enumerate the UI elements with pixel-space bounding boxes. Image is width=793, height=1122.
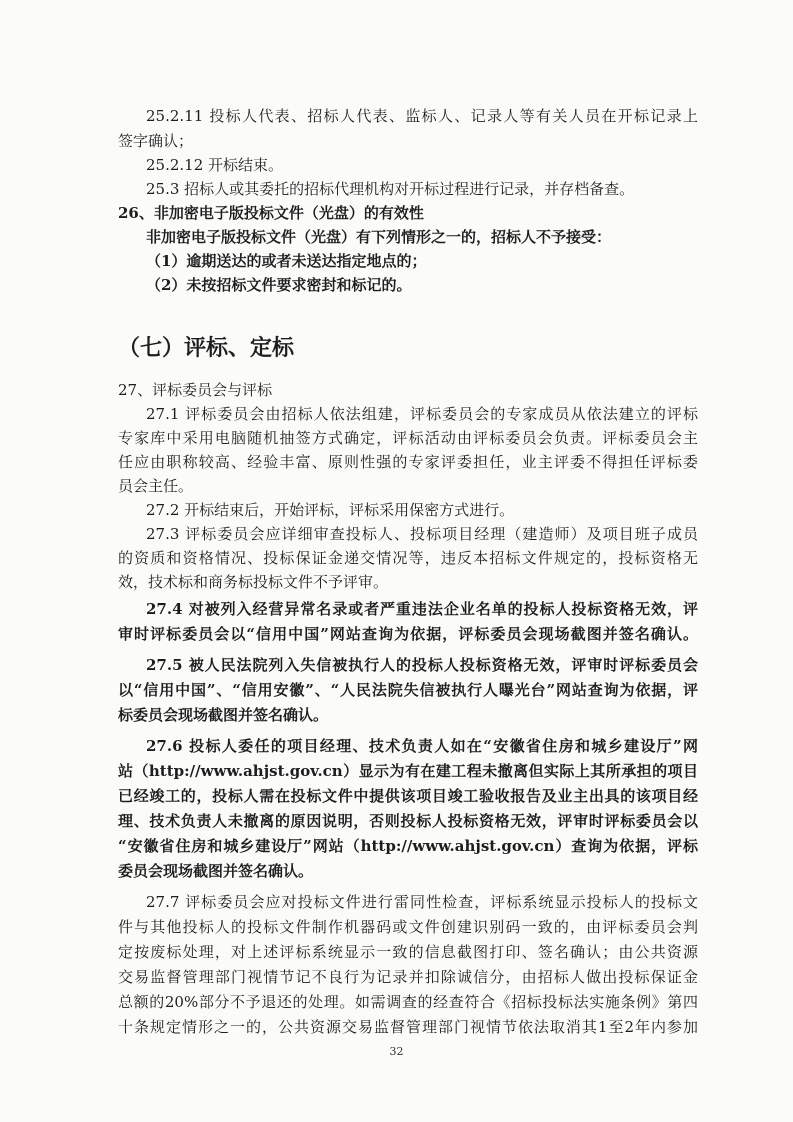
page-number: 32	[389, 1045, 404, 1058]
text-line: 27.1 评标委员会由招标人依法组建，评标委员会的专家成员从依法建立的评标	[146, 405, 698, 423]
text-line: （2）未按招标文件要求密封和标记的。	[146, 276, 412, 294]
text-line: 27.4 对被列入经营异常名录或者严重违法企业名单的投标人投标资格无效，评	[146, 600, 698, 618]
text-line: 专家库中采用电脑随机抽签方式确定，评标活动由评标委员会负责。评标委员会主	[118, 429, 698, 447]
text-line: 27.2 开标结束后，开始评标，评标采用保密方式进行。	[146, 501, 515, 519]
section-heading: （七）评标、定标	[118, 335, 295, 361]
text-line: 站（http://www.ahjst.gov.cn）显示为有在建工程未撤离但实际上其所承担的项目	[118, 762, 698, 780]
text-line: 任应由职称较高、经验丰富、原则性强的专家评委担任，业主评委不得担任评标委	[118, 453, 698, 471]
text-line: 已经竣工的，投标人需在投标文件中提供该项目竣工验收报告及业主出具的该项目经	[118, 787, 698, 805]
text-line: “安徽省住房和城乡建设厅”网站（http://www.ahjst.gov.cn）查询为依据，评标	[118, 837, 698, 855]
text-line: 27.7 评标委员会应对投标文件进行雷同性检查，评标系统显示投标人的投标文	[146, 893, 698, 911]
text-line: 的资质和资格情况、投标保证金递交情况等，违反本招标文件规定的，投标资格无	[118, 549, 698, 567]
text-line: 十条规定情形之一的，公共资源交易监督管理部门视情节依法取消其1至2年内参加	[118, 1018, 698, 1036]
text-line: 27.6 投标人委任的项目经理、技术负责人如在“安徽省住房和城乡建设厅”网	[146, 737, 698, 755]
text-line: 委员会现场截图并签名确认。	[118, 862, 314, 880]
text-line: 签字确认；	[118, 132, 194, 150]
text-line: 27.5 被人民法院列入失信被执行人的投标人投标资格无效，评审时评标委员会	[146, 656, 698, 674]
text-line: 审时评标委员会以“信用中国”网站查询为依据，评标委员会现场截图并签名确认。	[118, 625, 698, 643]
text-line: 件与其他投标人的投标文件制作机器码或文件创建识别码一致的，由评标委员会判	[118, 918, 698, 936]
text-line: 非加密电子版投标文件（光盘）有下列情形之一的，招标人不予接受：	[146, 228, 612, 246]
text-line: 25.2.11 投标人代表、招标人代表、监标人、记录人等有关人员在开标记录上	[146, 107, 698, 125]
text-line: 25.3 招标人或其委托的招标代理机构对开标过程进行记录，并存档备查。	[146, 180, 635, 198]
text-line: 交易监督管理部门视情节记不良行为记录并扣除诚信分，由招标人做出投标保证金	[118, 968, 698, 986]
text-line: 效，技术标和商务标投标文件不予评审。	[118, 573, 389, 591]
text-line: 25.2.12 开标结束。	[146, 156, 284, 174]
text-line: 标委员会现场截图并签名确认。	[118, 706, 329, 724]
text-line: 员会主任。	[118, 477, 194, 495]
text-line: 理、技术负责人未撤离的原因说明，否则投标人投标资格无效，评审时评标委员会以	[118, 812, 698, 830]
text-line: 总额的20%部分不予退还的处理。如需调查的经查符合《招标投标法实施条例》第四	[118, 993, 698, 1011]
text-line: 27.3 评标委员会应详细审查投标人、投标项目经理（建造师）及项目班子成员	[146, 525, 698, 543]
text-line: 26、非加密电子版投标文件（光盘）的有效性	[118, 204, 424, 222]
text-line: （1）逾期送达的或者未送达指定地点的；	[146, 252, 427, 270]
text-line: 以“信用中国”、“信用安徽”、“人民法院失信被执行人曝光台”网站查询为依据，评	[118, 681, 698, 699]
text-line: 定按废标处理，对上述评标系统显示一致的信息截图打印、签名确认；由公共资源	[118, 943, 698, 961]
text-line: 27、评标委员会与评标	[118, 381, 273, 399]
